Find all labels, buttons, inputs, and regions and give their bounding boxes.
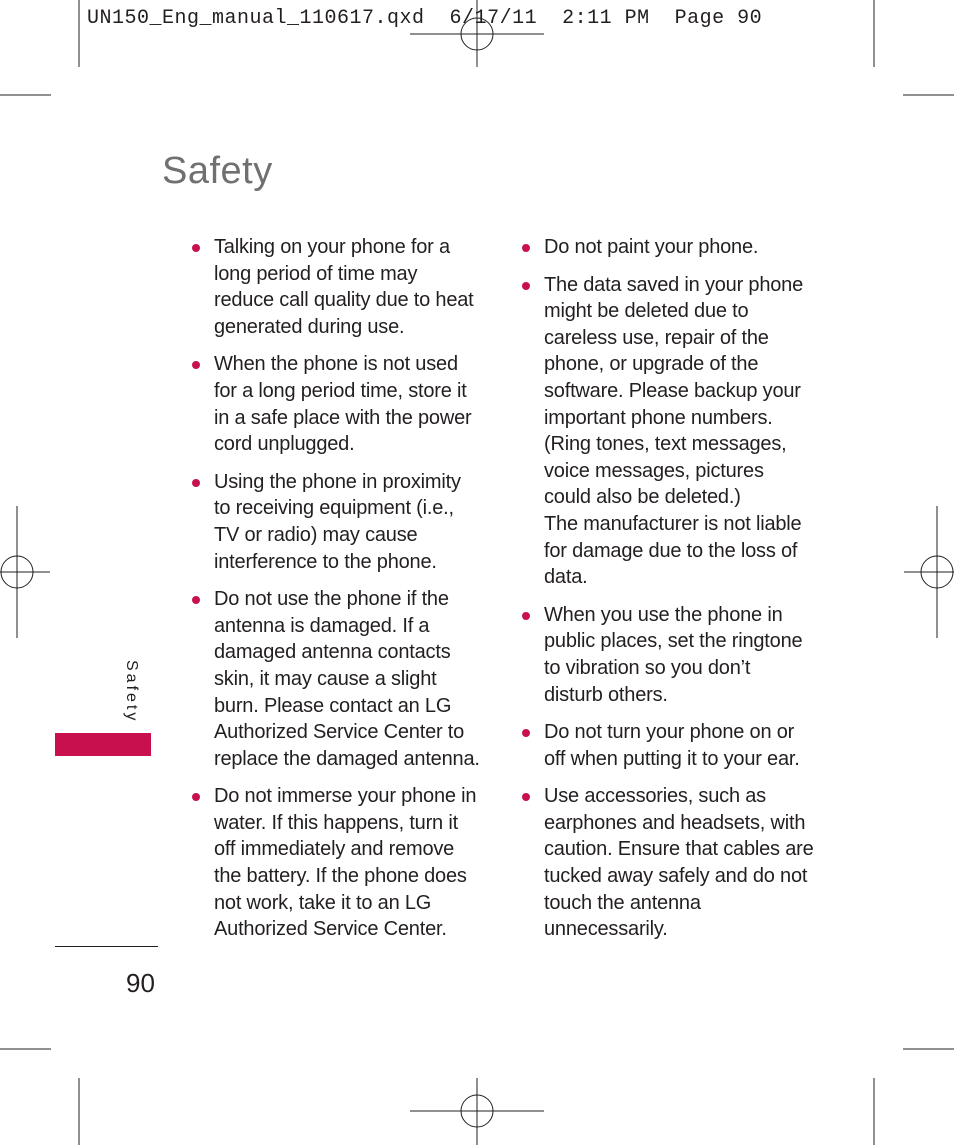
footer-rule <box>55 946 158 947</box>
bullet-item <box>192 783 482 943</box>
bullet-dot-icon <box>192 361 200 369</box>
page-number: 90 <box>126 968 155 998</box>
bullet-item <box>522 719 814 772</box>
bullet-text: The data saved in your phone might be deleted due to careless use, repair of the phone, or upgrade of the software. Please backup your important phone numbers. (Ring tones, text messages, voice messages, pictures could also be deleted.) <box>544 273 804 509</box>
bullet-dot-icon <box>522 282 530 290</box>
bullet-item <box>192 234 482 340</box>
bullet-dot-icon <box>522 244 530 252</box>
bullet-text: Do not use the phone if the antenna is damaged. If a damaged antenna contacts skin, it may cause a slight burn. Please contact an LG Authorized Service Center to replace the damaged antenna. <box>214 588 480 770</box>
bullet-dot-icon <box>522 793 530 801</box>
bullet-item <box>192 351 482 457</box>
bullet-text: The manufacturer is not liable for damage due to the loss of data. <box>544 512 802 589</box>
bullet-item <box>522 234 814 261</box>
bullet-dot-icon <box>192 479 200 487</box>
bullet-text: Use accessories, such as earphones and headsets, with caution. Ensure that cables are tucked away safely and do not touch the antenna unnecessarily. <box>544 785 814 941</box>
bullet-text: Do not paint your phone. <box>544 236 759 258</box>
bullet-dot-icon <box>192 596 200 604</box>
bullet-text: Do not turn your phone on or off when putting it to your ear. <box>544 721 800 770</box>
bullet-text: Do not immerse your phone in water. If this happens, turn it off immediately and remove the battery. If the phone does not work, take it to an LG Authorized Service Center. <box>214 785 477 941</box>
section-tab-bar <box>55 733 151 756</box>
print-slug: UN150_Eng_manual_110617.qxd 6/17/11 2:11 PM Page 90 <box>87 7 763 30</box>
bullet-item <box>192 586 482 772</box>
bullet-text: When you use the phone in public places, set the ringtone to vibration so you don’t disturb others. <box>544 603 803 706</box>
bullet-item <box>192 469 482 575</box>
bullet-text: When the phone is not used for a long period time, store it in a safe place with the power cord unplugged. <box>214 353 472 456</box>
bullet-dot-icon <box>522 612 530 620</box>
bullet-dot-icon <box>522 729 530 737</box>
bullet-item <box>522 783 814 943</box>
bullet-text: Talking on your phone for a long period of time may reduce call quality due to heat generated during use. <box>214 236 474 338</box>
bullet-item <box>522 602 814 708</box>
bullet-dot-icon <box>192 793 200 801</box>
right-column <box>522 234 814 954</box>
section-tab-label: Safety <box>123 660 140 724</box>
bullet-item <box>522 272 814 591</box>
bullet-dot-icon <box>192 244 200 252</box>
left-column <box>192 234 482 954</box>
bullet-text: Using the phone in proximity to receiving equipment (i.e., TV or radio) may cause interference to the phone. <box>214 470 461 573</box>
page-title: Safety <box>162 150 273 192</box>
